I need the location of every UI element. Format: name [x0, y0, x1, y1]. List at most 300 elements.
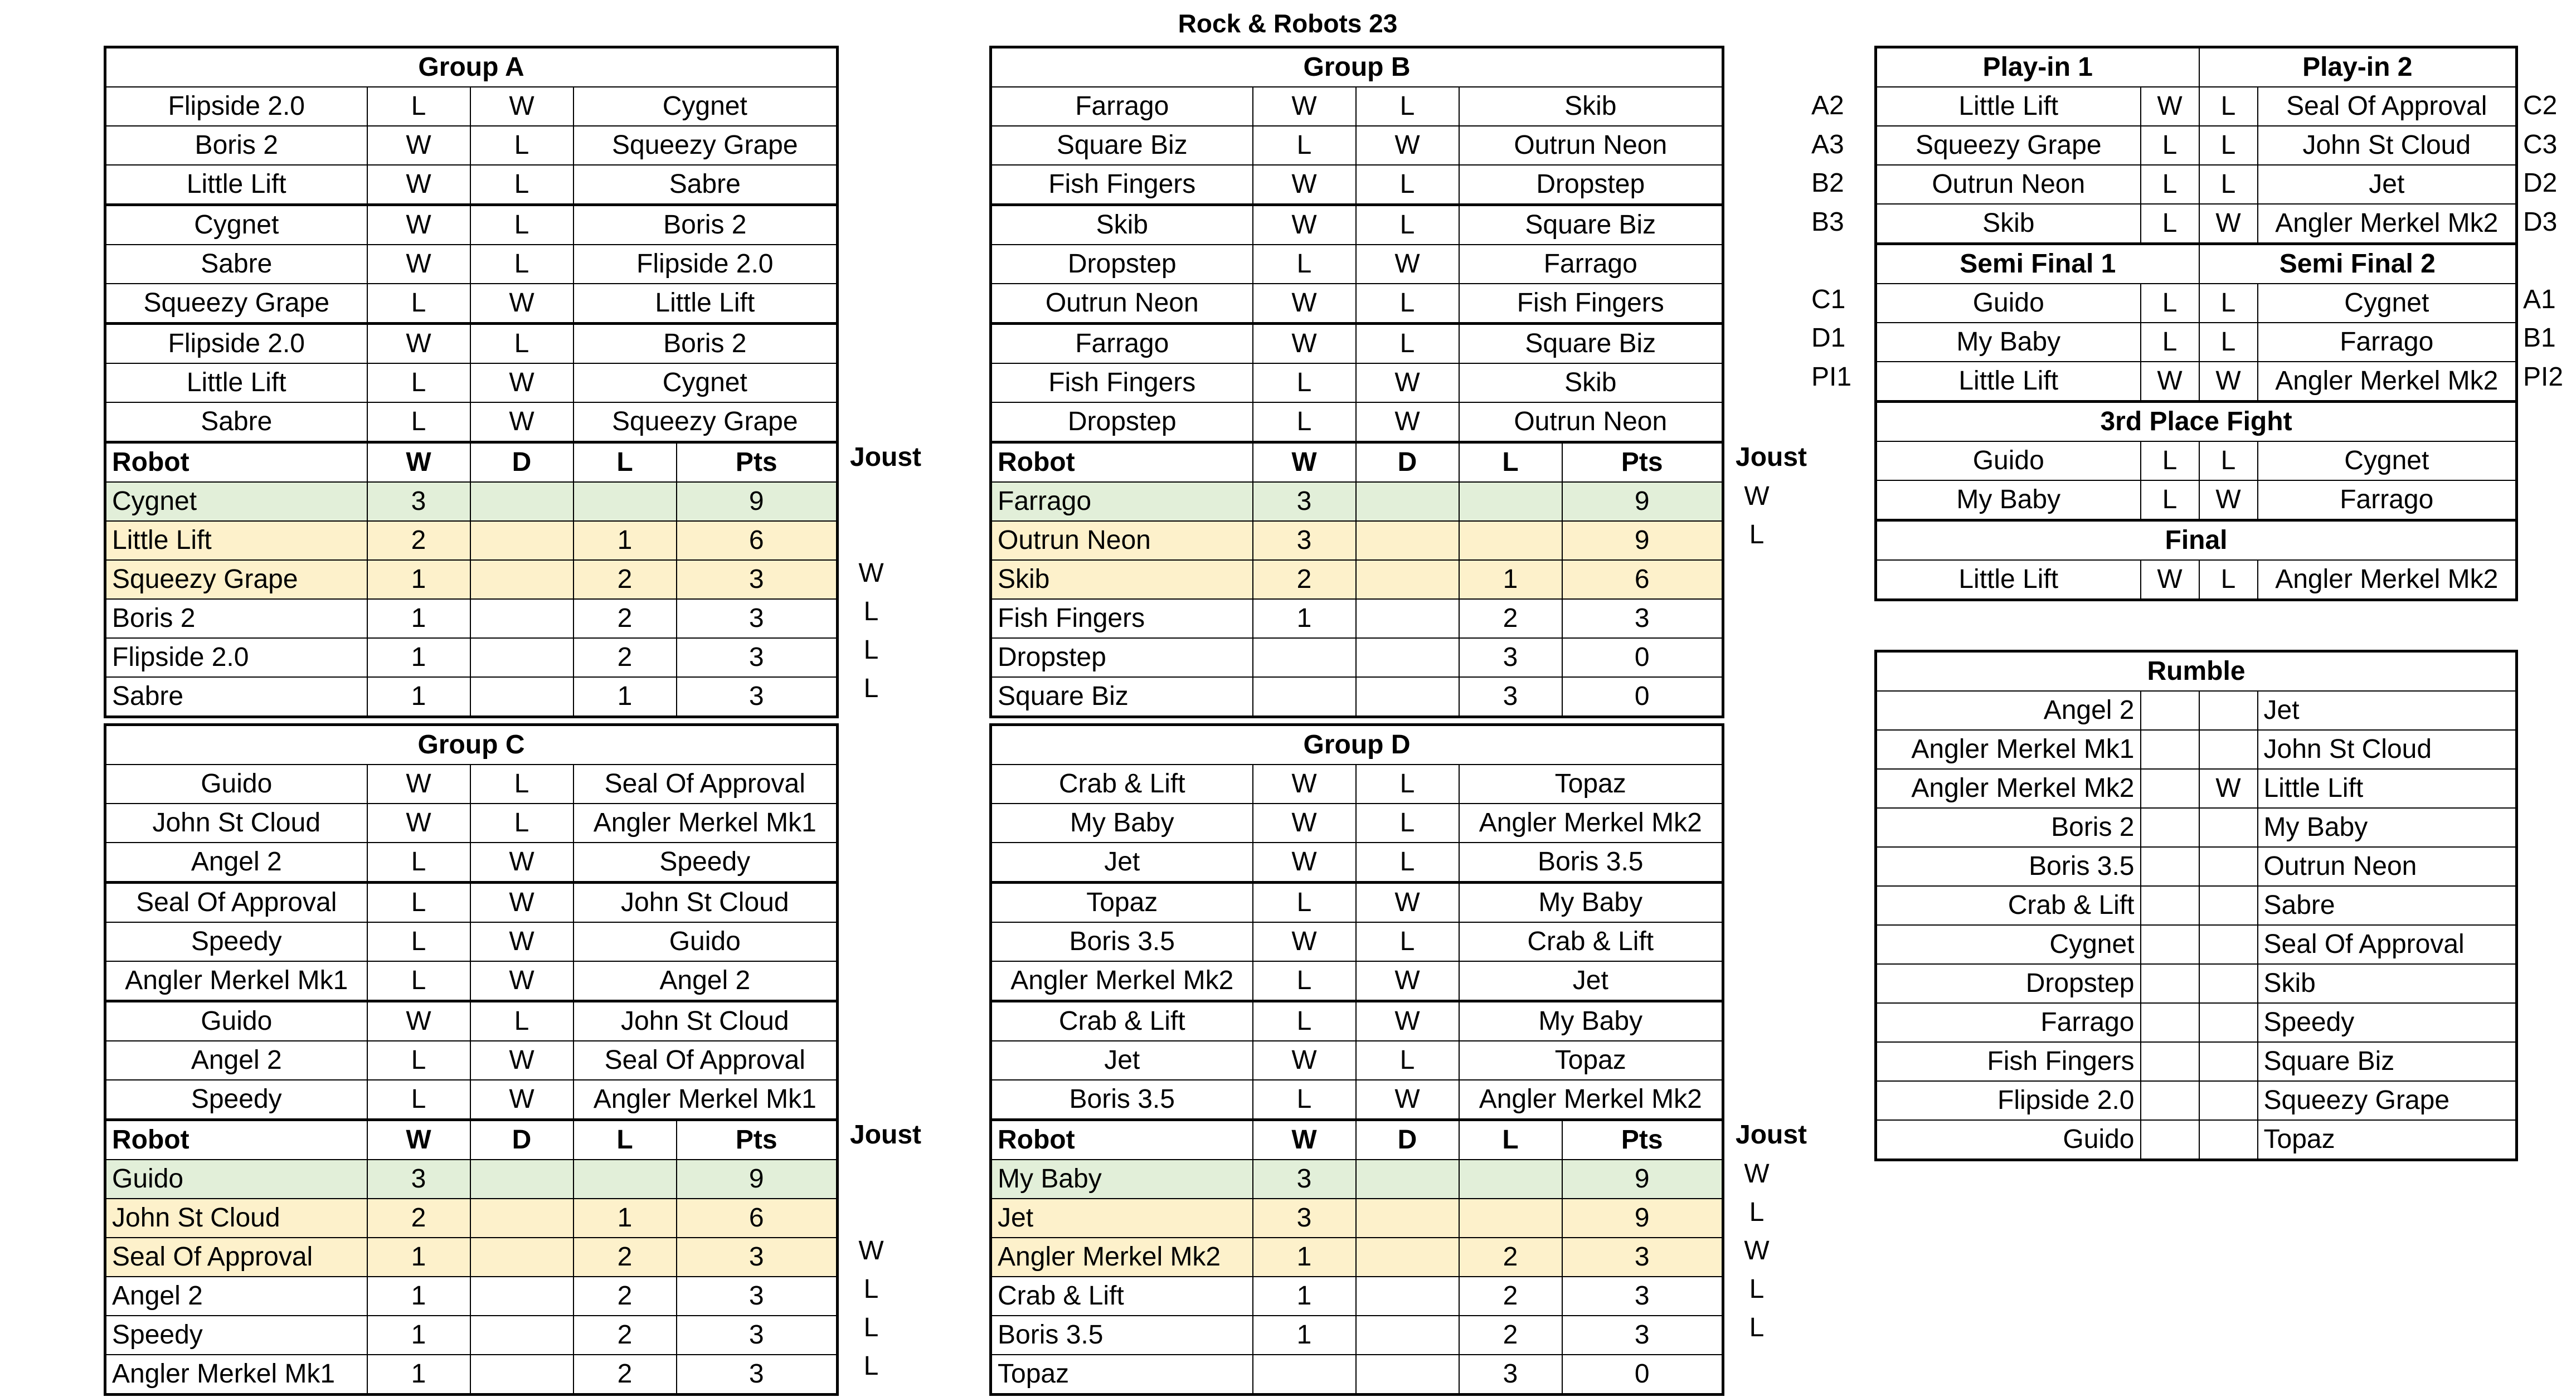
fight-row — [1876, 362, 2517, 402]
match-robot-left: Farrago — [991, 87, 1253, 126]
standings-points: 6 — [677, 521, 838, 560]
fight-robot-right: Angler Merkel Mk2 — [2258, 362, 2517, 402]
standings-draws — [470, 1277, 573, 1316]
rumble-result-left — [2141, 1081, 2199, 1120]
match-result-right: L — [470, 324, 573, 364]
rumble-result-left — [2141, 847, 2199, 886]
rumble-row — [1876, 886, 2517, 925]
match-result-right: W — [470, 87, 573, 126]
match-robot-left: Fish Fingers — [991, 363, 1253, 402]
rumble-robot-right: Outrun Neon — [2258, 847, 2517, 886]
match-result-left: L — [367, 843, 470, 883]
joust-result: L — [863, 674, 879, 703]
match-robot-right: Fish Fingers — [1459, 284, 1723, 324]
match-robot-left: Jet — [991, 1041, 1253, 1080]
col-header-pts: Pts — [677, 1120, 838, 1160]
match-result-left: L — [1253, 961, 1356, 1001]
rumble-robot-left: Fish Fingers — [1876, 1042, 2141, 1081]
group-title: Group B — [991, 47, 1723, 87]
match-row — [991, 765, 1723, 804]
standings-row — [991, 1316, 1723, 1355]
standings-row — [105, 482, 838, 521]
fight-result-right: L — [2199, 165, 2258, 204]
match-row — [105, 1001, 838, 1041]
standings-losses: 2 — [573, 1277, 677, 1316]
match-result-right: L — [1356, 804, 1459, 843]
joust-result: L — [1749, 1274, 1765, 1304]
standings-points: 9 — [1562, 1160, 1723, 1199]
joust-result — [849, 478, 893, 516]
fight-robot-right: Angler Merkel Mk2 — [2258, 560, 2517, 600]
match-row — [991, 324, 1723, 364]
match-result-left: W — [1253, 324, 1356, 364]
standings-losses: 1 — [1459, 560, 1562, 599]
standings-row — [991, 599, 1723, 638]
standings-losses: 2 — [573, 560, 677, 599]
standings-wins: 1 — [367, 1316, 470, 1355]
standings-row — [105, 1316, 838, 1355]
match-result-right: L — [1356, 922, 1459, 961]
match-robot-left: Cygnet — [105, 205, 367, 245]
match-result-right: L — [1356, 324, 1459, 364]
match-result-right: W — [1356, 363, 1459, 402]
match-robot-right: Outrun Neon — [1459, 126, 1723, 165]
rumble-robot-right: John St Cloud — [2258, 730, 2517, 769]
match-result-right: W — [1356, 961, 1459, 1001]
rumble-result-right — [2199, 847, 2258, 886]
fight-result-right: L — [2199, 441, 2258, 480]
match-robot-left: Jet — [991, 843, 1253, 883]
seed-label: B1 — [2523, 323, 2556, 353]
fight-robot-left: Little Lift — [1876, 87, 2141, 126]
fight-robot-left: Squeezy Grape — [1876, 126, 2141, 165]
seed-label: A2 — [1811, 91, 1844, 120]
match-result-right: W — [470, 363, 573, 402]
match-robot-left: Crab & Lift — [991, 765, 1253, 804]
match-result-right: W — [470, 1041, 573, 1080]
col-header-w: W — [367, 442, 470, 483]
fight-row — [1876, 204, 2517, 244]
match-result-right: L — [1356, 205, 1459, 245]
joust-result — [849, 1155, 893, 1194]
match-robot-right: Seal Of Approval — [573, 1041, 838, 1080]
match-result-left: L — [1253, 1080, 1356, 1120]
standings-losses: 2 — [1459, 1277, 1562, 1316]
standings-draws — [1356, 1160, 1459, 1199]
standings-points: 3 — [677, 1238, 838, 1277]
standings-points: 9 — [677, 482, 838, 521]
col-header-l: L — [1459, 442, 1562, 483]
rumble-result-left — [2141, 730, 2199, 769]
match-robot-left: Boris 3.5 — [991, 922, 1253, 961]
match-result-right: W — [470, 402, 573, 442]
standings-draws — [470, 638, 573, 677]
standings-robot: Square Biz — [991, 677, 1253, 717]
fight-robot-right: Farrago — [2258, 323, 2517, 362]
match-robot-right: John St Cloud — [573, 883, 838, 923]
match-result-right: W — [470, 843, 573, 883]
standings-points: 6 — [677, 1199, 838, 1238]
standings-row — [991, 1199, 1723, 1238]
standings-losses: 2 — [573, 599, 677, 638]
match-result-right: W — [1356, 245, 1459, 284]
standings-points: 3 — [1562, 1238, 1723, 1277]
match-result-left: W — [1253, 165, 1356, 205]
match-robot-left: Squeezy Grape — [105, 284, 367, 324]
standings-row — [105, 1160, 838, 1199]
rumble-result-right — [2199, 964, 2258, 1003]
seed-label: D2 — [2523, 168, 2558, 198]
match-row — [105, 126, 838, 165]
standings-wins: 2 — [367, 521, 470, 560]
col-header-pts: Pts — [1562, 1120, 1723, 1160]
playin-1-title: Play-in 1 — [1876, 47, 2199, 87]
fight-result-left: L — [2141, 480, 2199, 520]
match-robot-right: Farrago — [1459, 245, 1723, 284]
standings-losses — [1459, 521, 1562, 560]
match-result-left: L — [1253, 363, 1356, 402]
standings-wins — [1253, 677, 1356, 717]
match-result-right: L — [1356, 843, 1459, 883]
match-result-right: L — [470, 765, 573, 804]
standings-draws — [470, 521, 573, 560]
group-title: Group A — [105, 47, 838, 87]
standings-row — [105, 1238, 838, 1277]
seed-label: A1 — [2523, 284, 2556, 314]
joust-result — [1734, 1347, 1779, 1386]
match-result-left: L — [1253, 126, 1356, 165]
match-robot-left: Dropstep — [991, 402, 1253, 442]
page-title: Rock & Robots 23 — [1178, 9, 1398, 38]
fight-result-left: L — [2141, 126, 2199, 165]
col-header-d: D — [470, 442, 573, 483]
group-table — [104, 46, 839, 718]
match-result-left: W — [1253, 843, 1356, 883]
standings-points: 3 — [1562, 1316, 1723, 1355]
standings-draws — [470, 560, 573, 599]
match-robot-left: Boris 3.5 — [991, 1080, 1253, 1120]
rumble-robot-left: Boris 2 — [1876, 808, 2141, 847]
rumble-result-right — [2199, 1042, 2258, 1081]
seed-label: A3 — [1811, 129, 1844, 159]
match-robot-right: My Baby — [1459, 1001, 1723, 1041]
rumble-table — [1874, 650, 2518, 1161]
match-row — [105, 1041, 838, 1080]
match-robot-left: Fish Fingers — [991, 165, 1253, 205]
joust-result: W — [1744, 481, 1770, 511]
col-header-robot: Robot — [991, 442, 1253, 483]
match-robot-right: My Baby — [1459, 883, 1723, 923]
fight-result-left: L — [2141, 323, 2199, 362]
standings-losses: 2 — [1459, 1238, 1562, 1277]
match-row — [991, 961, 1723, 1001]
standings-draws — [1356, 638, 1459, 677]
standings-losses: 3 — [1459, 1355, 1562, 1395]
rumble-title: Rumble — [1876, 651, 2517, 692]
match-result-left: L — [367, 883, 470, 923]
standings-draws — [1356, 1316, 1459, 1355]
standings-draws — [1356, 560, 1459, 599]
standings-row — [991, 1355, 1723, 1395]
match-robot-right: Square Biz — [1459, 205, 1723, 245]
joust-result — [1734, 593, 1779, 631]
standings-robot: Seal Of Approval — [105, 1238, 367, 1277]
fight-row — [1876, 323, 2517, 362]
match-row — [105, 284, 838, 324]
fight-result-right: L — [2199, 560, 2258, 600]
match-result-left: W — [367, 126, 470, 165]
match-row — [105, 843, 838, 883]
standings-wins: 1 — [367, 1355, 470, 1395]
rumble-result-right — [2199, 1003, 2258, 1042]
standings-robot: Outrun Neon — [991, 521, 1253, 560]
col-header-w: W — [1253, 442, 1356, 483]
rumble-result-left — [2141, 886, 2199, 925]
rumble-result-right — [2199, 691, 2258, 730]
standings-wins: 1 — [367, 560, 470, 599]
match-robot-right: Square Biz — [1459, 324, 1723, 364]
fight-row — [1876, 284, 2517, 323]
standings-points: 0 — [1562, 1355, 1723, 1395]
col-header-d: D — [1356, 1120, 1459, 1160]
standings-robot: Jet — [991, 1199, 1253, 1238]
standings-draws — [470, 482, 573, 521]
match-result-right: L — [1356, 165, 1459, 205]
standings-losses — [1459, 1199, 1562, 1238]
seed-labels-right — [2523, 87, 2563, 397]
standings-robot: Farrago — [991, 482, 1253, 521]
fight-row — [1876, 560, 2517, 600]
match-robot-left: Flipside 2.0 — [105, 324, 367, 364]
col-header-l: L — [573, 442, 677, 483]
rumble-robot-right: My Baby — [2258, 808, 2517, 847]
third-place-title: 3rd Place Fight — [1876, 402, 2517, 442]
match-robot-left: Skib — [991, 205, 1253, 245]
joust-header: Joust — [850, 442, 922, 472]
match-row — [105, 402, 838, 442]
standings-wins: 1 — [367, 1238, 470, 1277]
match-robot-left: Angel 2 — [105, 843, 367, 883]
match-result-left: L — [367, 87, 470, 126]
match-robot-right: Cygnet — [573, 87, 838, 126]
match-result-left: W — [367, 165, 470, 205]
fight-result-left: L — [2141, 165, 2199, 204]
rumble-result-left — [2141, 1003, 2199, 1042]
match-robot-right: Skib — [1459, 87, 1723, 126]
standings-draws — [1356, 482, 1459, 521]
match-row — [991, 87, 1723, 126]
standings-row — [105, 599, 838, 638]
standings-wins: 1 — [1253, 1238, 1356, 1277]
match-robot-right: Crab & Lift — [1459, 922, 1723, 961]
match-robot-right: Angler Merkel Mk1 — [573, 804, 838, 843]
match-result-right: W — [470, 284, 573, 324]
match-result-right: L — [1356, 87, 1459, 126]
match-robot-right: Guido — [573, 922, 838, 961]
match-robot-left: Boris 2 — [105, 126, 367, 165]
match-robot-left: Crab & Lift — [991, 1001, 1253, 1041]
standings-row — [105, 560, 838, 599]
match-robot-left: Sabre — [105, 402, 367, 442]
match-result-left: L — [1253, 1001, 1356, 1041]
standings-row — [991, 482, 1723, 521]
standings-points: 3 — [677, 677, 838, 717]
standings-wins — [1253, 638, 1356, 677]
match-result-left: L — [1253, 245, 1356, 284]
fight-row — [1876, 441, 2517, 480]
standings-robot: Flipside 2.0 — [105, 638, 367, 677]
match-robot-left: Farrago — [991, 324, 1253, 364]
rumble-row — [1876, 769, 2517, 808]
match-robot-left: Square Biz — [991, 126, 1253, 165]
match-robot-left: Speedy — [105, 1080, 367, 1120]
fight-result-right: W — [2199, 362, 2258, 402]
standings-wins: 3 — [1253, 1199, 1356, 1238]
standings-draws — [1356, 1277, 1459, 1316]
standings-points: 3 — [677, 560, 838, 599]
group-table — [989, 46, 1724, 718]
match-result-right: W — [1356, 1080, 1459, 1120]
standings-wins: 1 — [367, 599, 470, 638]
standings-wins — [1253, 1355, 1356, 1395]
fight-robot-right: Seal Of Approval — [2258, 87, 2517, 126]
standings-losses — [573, 1160, 677, 1199]
match-result-left: W — [367, 765, 470, 804]
rumble-robot-right: Squeezy Grape — [2258, 1081, 2517, 1120]
match-result-left: W — [367, 804, 470, 843]
standings-row — [991, 1238, 1723, 1277]
standings-robot: Boris 2 — [105, 599, 367, 638]
col-header-w: W — [1253, 1120, 1356, 1160]
col-header-w: W — [367, 1120, 470, 1160]
standings-points: 3 — [1562, 599, 1723, 638]
match-row — [991, 843, 1723, 883]
col-header-d: D — [1356, 442, 1459, 483]
match-result-left: L — [367, 1041, 470, 1080]
rumble-result-left — [2141, 808, 2199, 847]
fight-result-left: L — [2141, 441, 2199, 480]
standings-draws — [1356, 1238, 1459, 1277]
fight-robot-right: Cygnet — [2258, 284, 2517, 323]
standings-points: 3 — [677, 1316, 838, 1355]
match-robot-right: Boris 3.5 — [1459, 843, 1723, 883]
standings-wins: 3 — [367, 1160, 470, 1199]
fight-result-left: W — [2141, 87, 2199, 126]
standings-points: 9 — [1562, 482, 1723, 521]
standings-row — [105, 1277, 838, 1316]
fight-robot-right: Jet — [2258, 165, 2517, 204]
rumble-robot-right: Speedy — [2258, 1003, 2517, 1042]
fight-result-left: L — [2141, 284, 2199, 323]
joust-header: Joust — [1736, 1120, 1807, 1150]
standings-losses: 2 — [573, 1316, 677, 1355]
fight-result-left: W — [2141, 362, 2199, 402]
match-result-left: L — [367, 922, 470, 961]
standings-losses: 1 — [573, 521, 677, 560]
rumble-robot-left: Angler Merkel Mk1 — [1876, 730, 2141, 769]
rumble-robot-left: Boris 3.5 — [1876, 847, 2141, 886]
standings-points: 9 — [1562, 1199, 1723, 1238]
match-result-right: L — [470, 126, 573, 165]
standings-wins: 1 — [367, 677, 470, 717]
standings-draws — [1356, 1199, 1459, 1238]
standings-row — [991, 521, 1723, 560]
match-row — [105, 324, 838, 364]
match-robot-right: Angler Merkel Mk2 — [1459, 804, 1723, 843]
joust-result: W — [858, 1236, 884, 1265]
match-robot-right: Topaz — [1459, 1041, 1723, 1080]
standings-wins: 2 — [367, 1199, 470, 1238]
col-header-l: L — [573, 1120, 677, 1160]
standings-draws — [470, 677, 573, 717]
col-header-robot: Robot — [105, 1120, 367, 1160]
match-robot-right: Sabre — [573, 165, 838, 205]
joust-header: Joust — [850, 1120, 922, 1150]
rumble-robot-right: Sabre — [2258, 886, 2517, 925]
match-result-left: W — [367, 324, 470, 364]
rumble-robot-left: Farrago — [1876, 1003, 2141, 1042]
match-robot-left: Seal Of Approval — [105, 883, 367, 923]
match-robot-left: Little Lift — [105, 363, 367, 402]
standings-draws — [470, 599, 573, 638]
standings-row — [105, 521, 838, 560]
rumble-robot-left: Angel 2 — [1876, 691, 2141, 730]
standings-wins: 3 — [1253, 482, 1356, 521]
rumble-row — [1876, 1081, 2517, 1120]
match-result-right: L — [470, 804, 573, 843]
rumble-robot-right: Square Biz — [2258, 1042, 2517, 1081]
match-robot-right: Seal Of Approval — [573, 765, 838, 804]
standings-losses — [1459, 482, 1562, 521]
match-robot-left: Guido — [105, 1001, 367, 1041]
standings-robot: Boris 3.5 — [991, 1316, 1253, 1355]
match-robot-left: Outrun Neon — [991, 284, 1253, 324]
match-robot-left: Topaz — [991, 883, 1253, 923]
playin-2-title: Play-in 2 — [2199, 47, 2517, 87]
fight-result-left: W — [2141, 560, 2199, 600]
match-row — [105, 165, 838, 205]
standings-draws — [1356, 1355, 1459, 1395]
standings-robot: Crab & Lift — [991, 1277, 1253, 1316]
match-robot-right: Dropstep — [1459, 165, 1723, 205]
joust-result: W — [858, 558, 884, 588]
knockout-table — [1874, 46, 2518, 601]
standings-points: 6 — [1562, 560, 1723, 599]
fight-row — [1876, 165, 2517, 204]
rumble-robot-left: Crab & Lift — [1876, 886, 2141, 925]
standings-row — [991, 1277, 1723, 1316]
standings-row — [991, 560, 1723, 599]
col-header-pts: Pts — [1562, 442, 1723, 483]
col-header-robot: Robot — [991, 1120, 1253, 1160]
standings-draws — [1356, 677, 1459, 717]
standings-robot: Dropstep — [991, 638, 1253, 677]
standings-losses: 2 — [573, 638, 677, 677]
rumble-robot-right: Topaz — [2258, 1120, 2517, 1160]
match-robot-right: Angler Merkel Mk1 — [573, 1080, 838, 1120]
fight-result-right: L — [2199, 87, 2258, 126]
rumble-row — [1876, 730, 2517, 769]
standings-wins: 1 — [367, 1277, 470, 1316]
seed-label: B3 — [1811, 207, 1844, 237]
match-result-right: L — [1356, 765, 1459, 804]
fight-robot-left: Little Lift — [1876, 362, 2141, 402]
standings-points: 9 — [677, 1160, 838, 1199]
standings-row — [105, 677, 838, 717]
match-result-left: L — [367, 961, 470, 1001]
col-header-d: D — [470, 1120, 573, 1160]
rumble-row — [1876, 964, 2517, 1003]
